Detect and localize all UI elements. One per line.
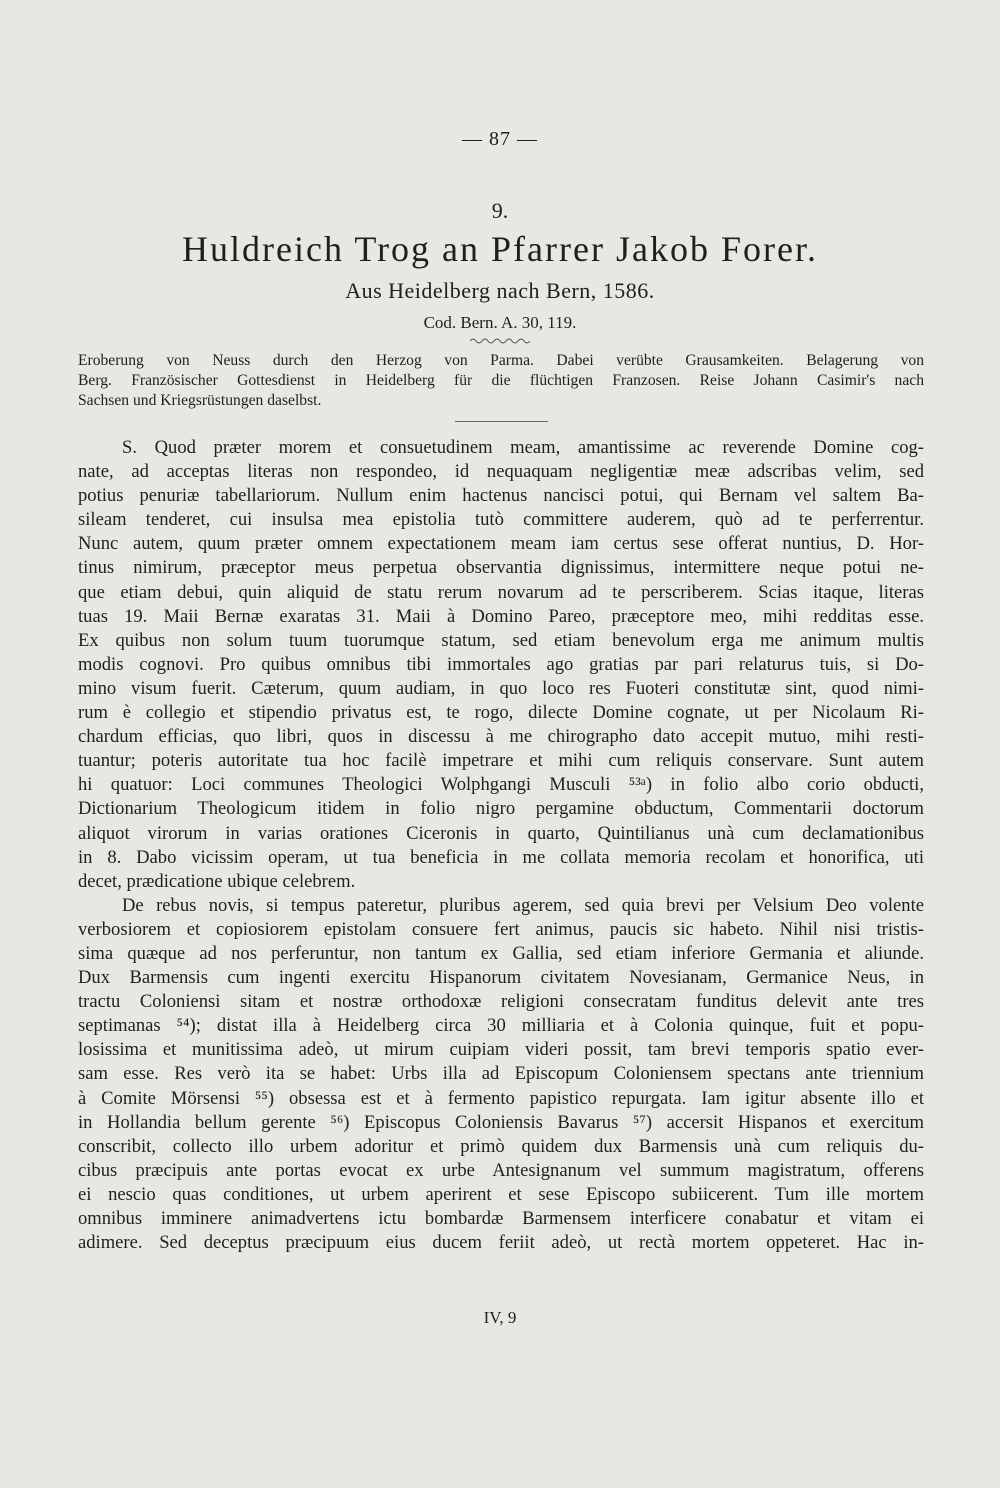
letter-title: Huldreich Trog an Pfarrer Jakob Forer. — [182, 229, 818, 269]
text-line: verbosiorem et copiosiorem epistolam consuere fert animus, paucis sic habeto. Nihil nisi tristis- — [78, 918, 924, 940]
text-line: De rebus novis, si tempus pateretur, pluribus agerem, sed quia brevi per Velsium Deo volente — [122, 894, 924, 916]
text-line: hi quatuor: Loci communes Theologici Wolphgangi Musculi ⁵³ᵃ) in folio albo corio obducti, — [78, 774, 924, 796]
text-line: chardum efficias, quo libri, quos in discessu à me chirographo dato accepit mutuo, mihi resti- — [78, 726, 924, 748]
text-line: sima quæque ad nos perferuntur, non tantum ex Gallia, sed etiam inferiore Germania et aliunde. — [78, 942, 924, 964]
summary-line: Sachsen und Kriegsrüstungen daselbst. — [78, 392, 322, 409]
text-line: sam esse. Res verò ita se habet: Urbs illa ad Episcopum Coloniensem spectans ante triennium — [78, 1063, 924, 1085]
text-line: à Comite Mörsensi ⁵⁵) obsessa est et à fermento papistico repurgata. Iam igitur absente illo et — [78, 1087, 924, 1109]
text-line: mino visum fuerit. Cæterum, quum audiam, in quo loco res Fuoteri constitutæ sint, quod nimi- — [78, 677, 924, 699]
page-number: — 87 — — [462, 128, 538, 150]
text-line: tuas 19. Maii Bernæ exaratas 31. Maii à Domino Pareo, præceptore meo, mihi redditas esse. — [78, 605, 924, 627]
text-line: decet, prædicatione ubique celebrem. — [78, 870, 356, 892]
text-line: aliquot virorum in varias orationes Ciceronis in quarto, Quintilianus unà cum declamationibus — [78, 822, 924, 844]
source-reference: Cod. Bern. A. 30, 119. — [423, 313, 577, 332]
letter-summary — [78, 351, 924, 411]
text-line: modis cognovi. Pro quibus omnibus tibi immortales ago gratias par pari relaturus tuis, si Do- — [78, 653, 924, 675]
section-divider — [455, 421, 548, 422]
text-line: omnibus imminere animadvertens ictu bombardæ Barmensem interficere conabatur et vitam ei — [78, 1208, 924, 1229]
text-line: tinus nimirum, præceptor meus perpetua observantia dignissimus, intermittere neque potui ne- — [78, 557, 924, 579]
paragraph-2 — [78, 894, 924, 1255]
text-line: rum è collegio et stipendio privatus est, te rogo, dilecte Domine cognate, ut per Nicolaum Ri- — [78, 702, 924, 724]
text-line: potius penuriæ tabellariorum. Nullum enim hactenus nancisci potui, qui Bernam vel saltem Ba- — [78, 485, 924, 507]
text-line: Dux Barmensis cum ingenti exercitu Hispanorum civitatem Novesianam, Germanice Neus, in — [78, 967, 924, 989]
text-line: cibus præcipuis ante portas evocat ex urbe Antesignanum vel summum magistratum, offerens — [78, 1159, 924, 1181]
text-line: in Hollandia bellum gerente ⁵⁶) Episcopus Coloniensis Bavarus ⁵⁷) accersit Hispanos et exercitum — [78, 1111, 924, 1133]
letter-body — [78, 436, 924, 1255]
text-line: Dictionarium Theologicum itidem in folio nigro pergamine obductum, Commentarii doctorum — [78, 798, 924, 820]
text-line: adimere. Sed deceptus præcipuum eius ducem feriit adeò, ut rectà mortem oppeteret. Hac in- — [78, 1232, 924, 1254]
text-line: S. Quod præter morem et consuetudinem meam, amantissime ac reverende Domine cog- — [122, 437, 924, 458]
text-line: in 8. Dabo vicissim operam, ut tua beneficia in me collata memoria recolam et honorifica, uti — [78, 846, 924, 868]
signature-mark: IV, 9 — [483, 1308, 517, 1327]
text-line: septimanas ⁵⁴); distat illa à Heidelberg circa 30 milliaria et à Colonia quinque, fuit et popu- — [78, 1015, 924, 1037]
text-line: que etiam debui, quin aliquid de statu rerum novarum ad te perscriberem. Scias itaque, literas — [78, 581, 924, 603]
wavy-ornament-icon — [470, 337, 530, 345]
text-line: Nunc autem, quum præter omnem expectationem meam iam certus sese offerat nuntius, D. Hor- — [78, 533, 924, 555]
text-line: sileam tenderet, cui insulsa mea epistolia tutò committere auderem, quò ad te perferrentur. — [78, 509, 924, 531]
text-line: tuantur; poteris autoritate tua hoc facilè impetrare et mihi cum reliquis conservare. Sunt autem — [78, 750, 924, 772]
text-line: tractu Coloniensi sitam et nostræ orthodoxæ religioni consecratam funditus delevit ante tres — [78, 991, 924, 1013]
text-line: Ex quibus non solum tuum tuorumque statum, sed etiam benevolum erga me animum multis — [78, 629, 924, 651]
letter-number: 9. — [491, 198, 509, 223]
letter-subtitle: Aus Heidelberg nach Bern, 1586. — [345, 278, 655, 303]
text-line: nate, ad acceptas literas non respondeo, id nequaquam negligentiæ meæ adscribas velim, sed — [78, 461, 924, 483]
text-line: losissima et munitissima adeò, ut mirum cuipiam videri possit, tam brevi temporis spatio ever- — [78, 1039, 924, 1061]
summary-line: Eroberung von Neuss durch den Herzog von Parma. Dabei verübte Grausamkeiten. Belagerung von — [78, 352, 924, 369]
paragraph-1 — [78, 436, 924, 894]
text-line: ei nescio quas conditiones, ut urbem aperirent et sese Episcopo subiicerent. Tum ille mortem — [78, 1183, 924, 1205]
summary-line: Berg. Französischer Gottesdienst in Heidelberg für die flüchtigen Franzosen. Reise Johann Casimir's nach — [78, 372, 924, 389]
text-line: conscribit, collecto illo urbem adoritur et primò quidem dux Barmensis unà cum reliquis du- — [78, 1135, 924, 1157]
